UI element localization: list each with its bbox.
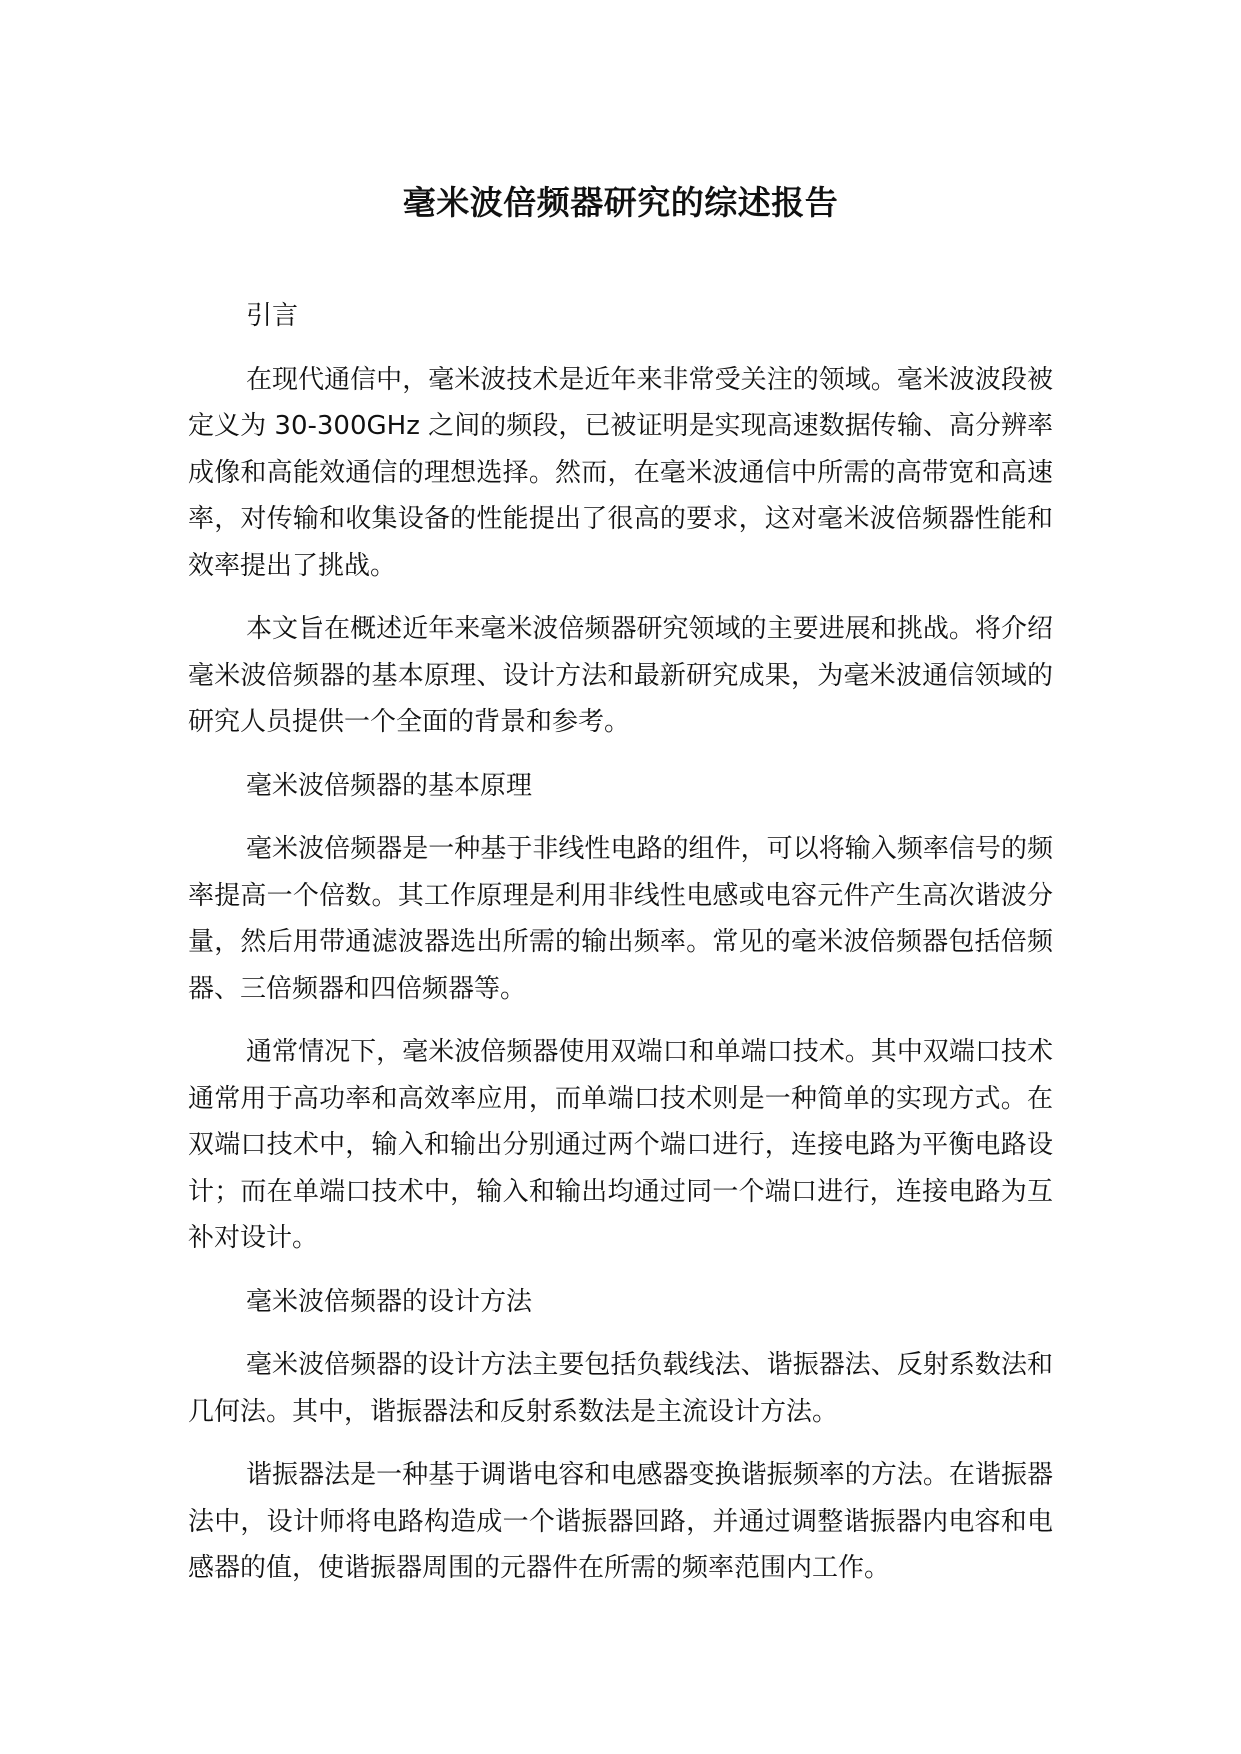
paragraph: 在现代通信中，毫米波技术是近年来非常受关注的领域。毫米波波段被定义为 30-300GHz 之间的频段，已被证明是实现高速数据传输、高分辨率成像和高能效通信的理想选择。然而，在毫米波通信中所需的高带宽和高速率，对传输和收集设备的性能提出了很高的要求，这对毫米波倍频器性能和效率提出了挑战。 xyxy=(188,364,1053,581)
paragraph: 通常情况下，毫米波倍频器使用双端口和单端口技术。其中双端口技术通常用于高功率和高效率应用，而单端口技术则是一种简单的实现方式。在双端口技术中，输入和输出分别通过两个端口进行，连接电路为平衡电路设计；而在单端口技术中，输入和输出均通过同一个端口进行，连接电路为互补对设计。 xyxy=(188,1037,1053,1253)
section-heading-principle: 毫米波倍频器的基本原理 xyxy=(246,770,533,801)
paragraph: 本文旨在概述近年来毫米波倍频器研究领域的主要进展和挑战。将介绍毫米波倍频器的基本原理、设计方法和最新研究成果，为毫米波通信领域的研究人员提供一个全面的背景和参考。 xyxy=(188,614,1053,737)
paragraph: 谐振器法是一种基于调谐电容和电感器变换谐振频率的方法。在谐振器法中，设计师将电路构造成一个谐振器回路，并通过调整谐振器内电容和电感器的值，使谐振器周围的元器件在所需的频率范围内工作。 xyxy=(188,1460,1053,1583)
section-heading-intro: 引言 xyxy=(246,301,299,331)
document-body xyxy=(188,293,1053,1609)
section-heading-design: 毫米波倍频器的设计方法 xyxy=(246,1286,533,1317)
document-title: 毫米波倍频器研究的综述报告 xyxy=(402,183,839,222)
paragraph: 毫米波倍频器的设计方法主要包括负载线法、谐振器法、反射系数法和几何法。其中，谐振器法和反射系数法是主流设计方法。 xyxy=(188,1350,1053,1427)
paragraph: 毫米波倍频器是一种基于非线性电路的组件，可以将输入频率信号的频率提高一个倍数。其工作原理是利用非线性电感或电容元件产生高次谐波分量，然后用带通滤波器选出所需的输出频率。常见的毫米波倍频器包括倍频器、三倍频器和四倍频器等。 xyxy=(188,834,1053,1004)
